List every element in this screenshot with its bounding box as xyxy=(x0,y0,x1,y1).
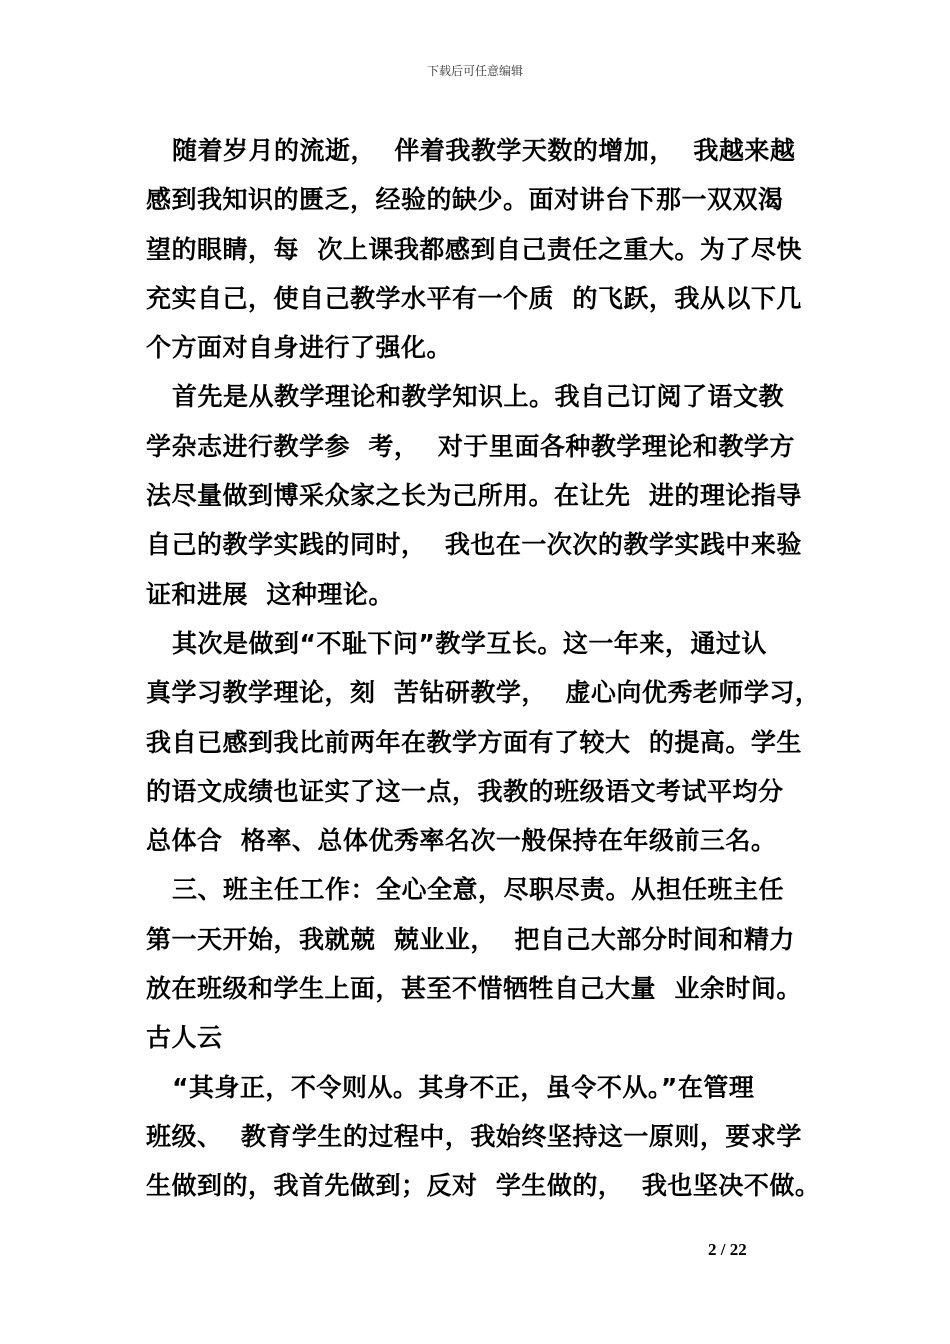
paragraph-3-line-4: 的语文成绩也证实了这一点，我教的班级语文考试平均分 xyxy=(146,776,784,806)
paragraph-3-line-2: 真学习教学理论，刻 苦钻研教学， 虚心向优秀老师学习， xyxy=(146,678,821,708)
page-number: 2 / 22 xyxy=(708,1240,747,1259)
paragraph-4-line-3: 放在班级和学生上面，甚至不惜牺牲自己大量 业余时间。 xyxy=(146,974,802,1004)
paragraph-5-line-1: “其身正，不令则从。其身不正，虽令不从。”在管理 xyxy=(172,1072,755,1102)
paragraph-3-line-5: 总体合 格率、总体优秀率名次一般保持在年级前三名。 xyxy=(146,826,777,856)
paragraph-2-line-5: 证和进展 这种理论。 xyxy=(146,579,394,609)
paragraph-3-line-3: 我自已感到我比前两年在教学方面有了较大 的提高。学生 xyxy=(146,727,802,757)
paragraph-5-line-2: 班级、 教育学生的过程中，我始终坚持这一原则，要求学 xyxy=(146,1121,802,1151)
paragraph-2-line-1: 首先是从教学理论和教学知识上。我自己订阅了语文教 xyxy=(172,382,785,412)
paragraph-3-line-1: 其次是做到“不耻下问”教学互长。这一年来，通过认 xyxy=(172,628,767,658)
page-header: 下载后可任意编辑 xyxy=(426,64,523,78)
paragraph-1-line-2: 感到我知识的匮乏，经验的缺少。面对讲台下那一双双渴 xyxy=(146,185,784,215)
paragraph-1-line-1: 随着岁月的流逝， 伴着我教学天数的增加， 我越来越 xyxy=(172,136,796,165)
paragraph-2-line-2: 学杂志进行教学参 考， 对于里面各种教学理论和教学方 xyxy=(146,431,795,461)
paragraph-1-line-5: 个方面对自身进行了强化。 xyxy=(146,333,453,363)
paragraph-1-line-4: 充实自己，使自己教学水平有一个质 的飞跃，我从以下几 xyxy=(146,283,802,313)
paragraph-1-line-3: 望的眼睛，每 次上课我都感到自己责任之重大。为了尽快 xyxy=(146,234,802,264)
paragraph-4-line-1: 三、班主任工作：全心全意，尽职尽责。从担任班主任 xyxy=(172,875,785,905)
document-body xyxy=(146,126,826,1211)
paragraph-4-line-4: 古人云 xyxy=(146,1023,223,1053)
paragraph-4-line-2: 第一天开始，我就兢 兢业业， 把自己大部分时间和精力 xyxy=(146,924,795,954)
paragraph-2-line-3: 法尽量做到博采众家之长为己所用。在让先 进的理论指导 xyxy=(146,481,802,511)
paragraph-2-line-4: 自己的教学实践的同时， 我也在一次次的教学实践中来验 xyxy=(146,530,802,560)
paragraph-5-line-3: 生做到的，我首先做到；反对 学生做的， 我也坚决不做。 xyxy=(146,1171,821,1201)
